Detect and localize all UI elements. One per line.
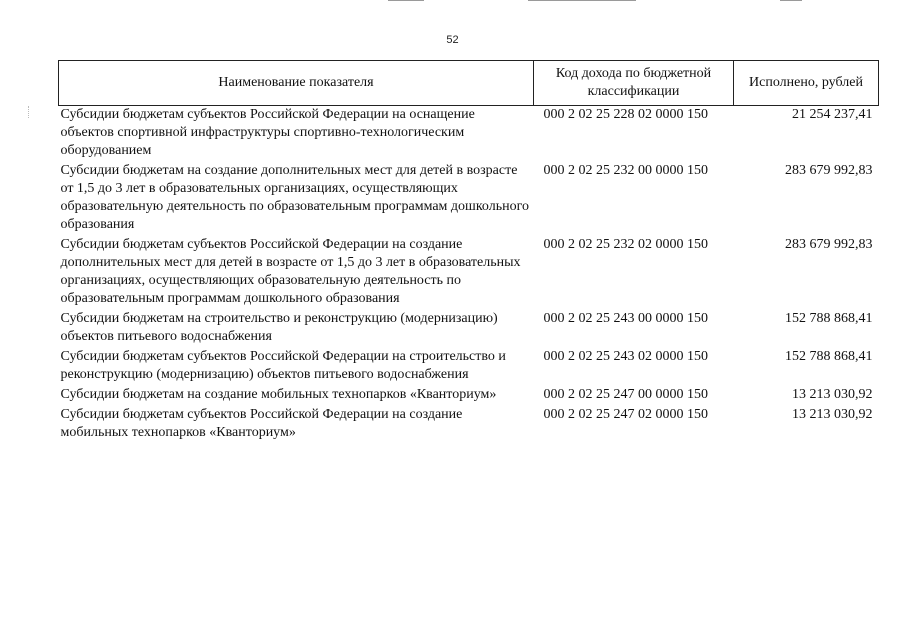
income-code: 000 2 02 25 232 02 0000 150 (543, 237, 708, 252)
income-code: 000 2 02 25 228 02 0000 150 (543, 107, 708, 122)
scan-artifact-line (528, 0, 636, 1)
table-body (59, 106, 879, 445)
indicator-name: Субсидии бюджетам на создание мобильных технопарков «Кванториум» (60, 387, 497, 402)
indicator-name: Субсидии бюджетам на создание дополнительных мест для детей в возрасте от 1,5 до 3 лет в образовательных организациях, осуществляющих образовательную деятельность по образовательным программам дошкольного образования (60, 163, 529, 232)
executed-amount: 283 679 992,83 (785, 163, 873, 178)
header-code: Код дохода по бюджетной классификации (534, 61, 734, 106)
indicator-name: Субсидии бюджетам субъектов Российской Федерации на создание мобильных технопарков «Кванториум» (60, 407, 463, 440)
executed-amount: 283 679 992,83 (785, 237, 873, 252)
budget-report-table (58, 60, 879, 444)
table-row (59, 162, 879, 236)
table-row (59, 310, 879, 348)
executed-amount: 13 213 030,92 (792, 387, 873, 402)
table-header (59, 61, 879, 106)
income-code: 000 2 02 25 243 02 0000 150 (543, 349, 708, 364)
indicator-name: Субсидии бюджетам на строительство и реконструкцию (модернизацию) объектов питьевого водоснабжения (60, 311, 498, 344)
margin-mark (28, 106, 37, 118)
indicator-name: Субсидии бюджетам субъектов Российской Федерации на создание дополнительных мест для детей в возрасте от 1,5 до 3 лет в образовательных организациях, осуществляющих образовательную деятельность по образовательным программам дошкольного образования (60, 237, 521, 306)
executed-amount: 21 254 237,41 (792, 107, 873, 122)
income-code: 000 2 02 25 247 00 0000 150 (543, 387, 708, 402)
executed-amount: 152 788 868,41 (785, 349, 873, 364)
indicator-name: Субсидии бюджетам субъектов Российской Федерации на строительство и реконструкцию (модернизацию) объектов питьевого водоснабжения (60, 349, 506, 382)
header-row (59, 61, 879, 106)
income-code: 000 2 02 25 247 02 0000 150 (543, 407, 708, 422)
income-code: 000 2 02 25 243 00 0000 150 (543, 311, 708, 326)
executed-amount: 13 213 030,92 (792, 407, 873, 422)
table-row (59, 348, 879, 386)
page-number: 52 (446, 34, 459, 46)
scan-artifact-line (388, 0, 424, 1)
table-row (59, 406, 879, 444)
header-amount: Исполнено, рублей (734, 61, 879, 106)
table-row (59, 236, 879, 310)
scan-artifact-line (780, 0, 802, 1)
indicator-name: Субсидии бюджетам субъектов Российской Федерации на оснащение объектов спортивной инфраструктуры спортивно-технологическим оборудованием (60, 107, 475, 158)
table-row (59, 386, 879, 406)
table-row (59, 106, 879, 163)
header-name: Наименование показателя (59, 61, 534, 106)
executed-amount: 152 788 868,41 (785, 311, 873, 326)
income-code: 000 2 02 25 232 00 0000 150 (543, 163, 708, 178)
